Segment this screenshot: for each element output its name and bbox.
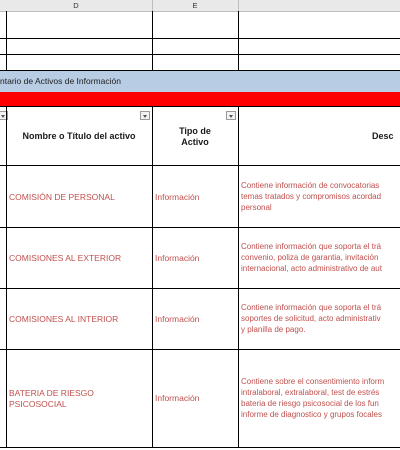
cell-nombre-line[interactable]: PSICOSOCIAL [9,399,67,409]
cell-descripcion-line[interactable]: convenio, poliza de garantia, invitación [241,253,379,262]
red-highlight-row [0,92,400,106]
row-border [0,227,400,228]
cell-descripcion-line[interactable]: y planilla de pago. [241,325,306,334]
column-border [6,106,7,448]
cell-nombre[interactable]: COMISIÓN DE PERSONAL [9,192,115,202]
cell-descripcion-line[interactable]: Contiene información que soporta el trá [241,303,382,312]
cell-descripcion-line[interactable]: internacional, acto administrativo de aut [241,264,382,273]
inventory-title-band [0,70,400,93]
sheet-title: ntario de Activos de Información [0,76,121,86]
cell-descripcion-line[interactable]: personal [241,203,272,212]
cell-descripcion-line[interactable]: Contiene información que soporta el trá [241,242,382,251]
row-border [0,288,400,289]
column-header-e[interactable]: E [192,1,198,10]
filter-dropdown-button[interactable] [140,111,150,120]
header-tipo-line2: Activo [181,137,209,147]
cell-border [152,11,153,70]
cell-border [238,11,239,70]
row-border [0,349,400,350]
row-border [0,447,400,448]
cell-nombre-line[interactable]: BATERIA DE RIESGO [9,388,94,398]
cell-descripcion-line[interactable]: temas tratados y compromisos acordad [241,192,382,201]
cell-nombre[interactable]: COMISIONES AL INTERIOR [9,314,119,324]
cell-tipo[interactable]: Información [155,393,200,403]
row-border [0,106,400,107]
cell-descripcion-line[interactable]: intralaboral, extralaboral, test de estrés [241,388,380,397]
cell-descripcion-line[interactable]: Contiene sobre el consentimiento inform [241,377,385,386]
cell-tipo[interactable]: Información [155,253,200,263]
filter-dropdown-button[interactable] [226,111,236,120]
column-separator[interactable] [238,0,239,11]
cell-descripcion-line[interactable]: informe de diagnostico y grupos focales [241,410,382,419]
header-descripcion: Desc [372,131,394,141]
row-border [0,165,400,166]
cell-border [6,11,7,70]
cell-descripcion-line[interactable]: bateria de riesgo psicosocial de los fun [241,399,379,408]
cell-descripcion-line[interactable]: Contiene información de convocatorias [241,181,380,190]
column-border [152,106,153,448]
cell-nombre[interactable]: COMISIONES AL EXTERIOR [9,253,122,263]
row-border [0,38,400,39]
cell-descripcion-line[interactable]: soportes de solicitud, acto administrativ [241,314,381,323]
column-header-bar [0,0,400,12]
row-border [0,54,400,55]
cell-tipo[interactable]: Información [155,192,200,202]
cell-tipo[interactable]: Información [155,314,200,324]
header-tipo-line1: Tipo de [179,126,211,136]
header-nombre-titulo: Nombre o Título del activo [22,131,136,141]
column-header-d[interactable]: D [73,1,79,10]
column-border [238,106,239,448]
